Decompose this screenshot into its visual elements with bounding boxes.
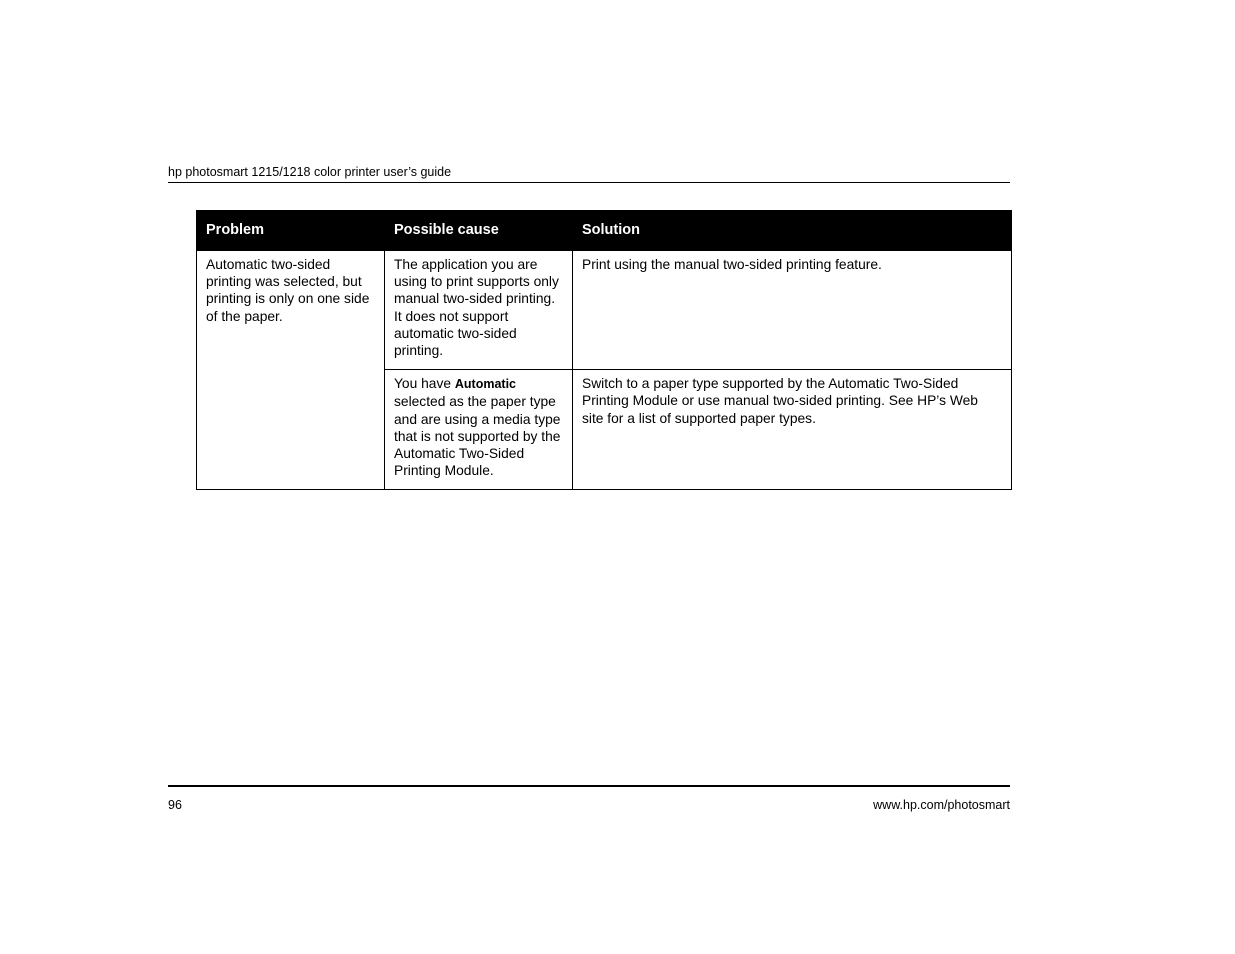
table-header-row	[197, 211, 1012, 251]
footer-url: www.hp.com/photosmart	[873, 798, 1010, 812]
column-header-problem: Problem	[197, 211, 385, 251]
cause-bold-term: Automatic	[454, 377, 517, 392]
page-header	[168, 164, 1010, 183]
troubleshooting-table	[196, 210, 1012, 490]
cause-prefix: You have	[394, 376, 452, 392]
cause-cell	[385, 370, 573, 490]
problem-cell: Automatic two-sided printing was selected, but printing is only on one side of the paper.	[197, 251, 385, 490]
solution-cell: Print using the manual two-sided printing feature.	[573, 251, 1012, 370]
cause-suffix: selected as the paper type and are using a media type that is not supported by the Automatic Two-Sided Printing Module.	[394, 394, 561, 479]
solution-cell: Switch to a paper type supported by the Automatic Two-Sided Printing Module or use manual two-sided printing. See HP’s Web site for a list of supported paper types.	[573, 370, 1012, 490]
footer-rule	[168, 785, 1010, 787]
cause-cell: The application you are using to print supports only manual two-sided printing. It does not support automatic two-sided printing.	[385, 251, 573, 370]
page-number: 96	[168, 798, 182, 812]
column-header-solution: Solution	[573, 211, 1012, 251]
guide-title: hp photosmart 1215/1218 color printer user’s guide	[168, 165, 452, 179]
table-row	[197, 251, 1012, 370]
column-header-possible-cause: Possible cause	[385, 211, 573, 251]
